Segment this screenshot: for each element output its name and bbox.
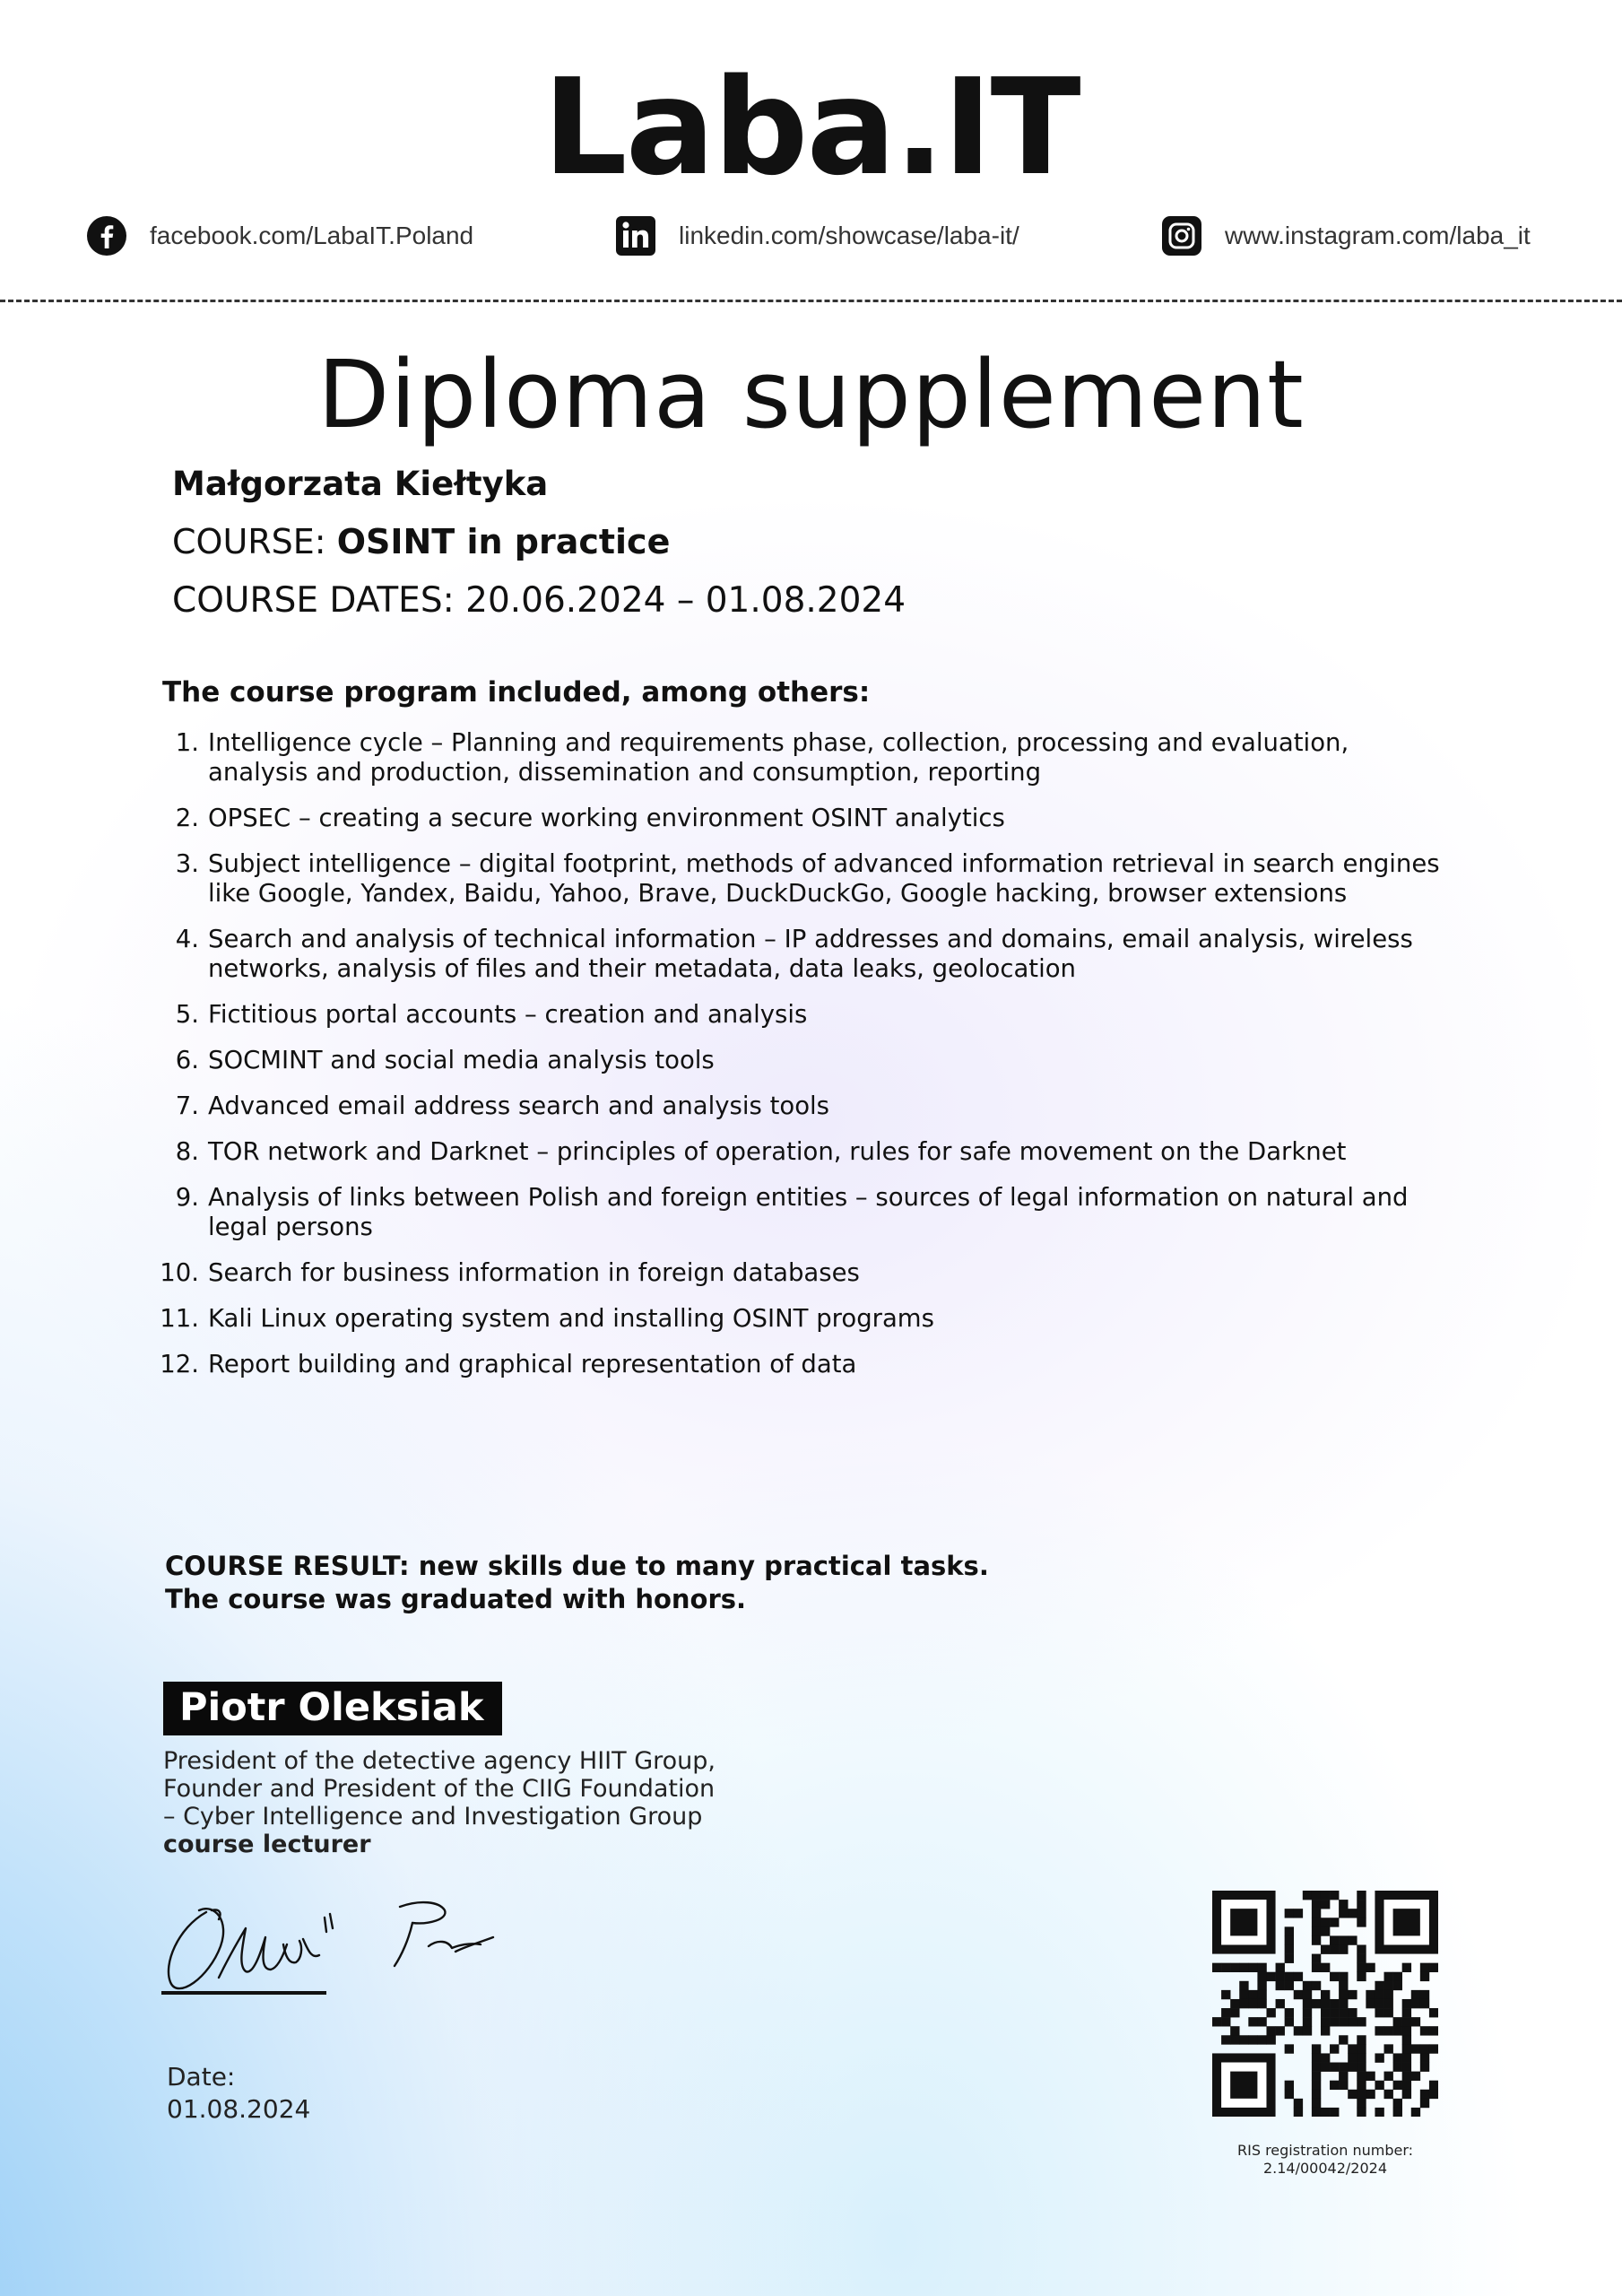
page-title: Diploma supplement [317, 340, 1305, 449]
course-result-line-2: The course was graduated with honors. [165, 1584, 747, 1614]
lecturer-line-3: – Cyber Intelligence and Investigation Group [163, 1803, 703, 1831]
facebook-icon [85, 214, 128, 257]
program-item-text: Analysis of links between Polish and foreign entities – sources of legal information on natural and legal persons [208, 1183, 1409, 1241]
date-label: Date: [167, 2062, 236, 2092]
program-item-number: 2. [175, 804, 199, 832]
program-heading: The course program included, among others: [162, 676, 871, 709]
program-item-number: 9. [175, 1183, 199, 1212]
program-list [143, 728, 1453, 1396]
program-item-text: SOCMINT and social media analysis tools [208, 1046, 715, 1074]
course-label: COURSE: [172, 522, 326, 561]
program-item-number: 3. [175, 849, 199, 878]
course-line [172, 522, 671, 561]
linkedin-icon [614, 214, 657, 257]
program-item-number: 4. [175, 925, 199, 953]
program-item [143, 1000, 1453, 1030]
dashed-divider [0, 300, 1622, 302]
program-item-text: Report building and graphical representation of data [208, 1350, 857, 1378]
program-item [143, 925, 1453, 984]
program-item-number: 5. [175, 1000, 199, 1029]
program-item [143, 1258, 1453, 1288]
lecturer-description [163, 1747, 716, 1858]
lecturer-line-2: Founder and President of the CIIG Foundation [163, 1775, 716, 1803]
linkedin-link[interactable] [614, 213, 1019, 259]
course-result [165, 1550, 989, 1616]
program-item-text: Subject intelligence – digital footprint, methods of advanced information retrieval in search engines like Google, Yandex, Baidu, Yahoo, Brave, DuckDuckGo, Google hacking, browser extensions [208, 849, 1440, 908]
course-dates-value: 20.06.2024 – 01.08.2024 [465, 580, 906, 621]
program-item [143, 1304, 1453, 1334]
program-item [143, 804, 1453, 833]
program-item-number: 12. [160, 1350, 199, 1378]
ris-registration-label: RIS registration number: [1236, 2142, 1414, 2159]
program-item-text: Search for business information in foreign databases [208, 1258, 860, 1287]
course-value: OSINT in practice [336, 522, 671, 561]
program-item-number: 1. [175, 728, 199, 757]
course-dates-line [172, 580, 906, 621]
program-item-text: Search and analysis of technical information – IP addresses and domains, email analysis, wireless networks, analysis of files and their metadata, data leaks, geolocation [208, 925, 1413, 983]
program-item-number: 10. [160, 1258, 199, 1287]
lecturer-name-badge: Piotr Oleksiak [163, 1682, 502, 1735]
program-item-text: OPSEC – creating a secure working environment OSINT analytics [208, 804, 1005, 832]
logo: Laba.IT [542, 50, 1080, 204]
program-item-number: 8. [175, 1137, 199, 1166]
program-item-number: 7. [175, 1091, 199, 1120]
linkedin-link-label: linkedin.com/showcase/laba-it/ [679, 222, 1019, 249]
program-item [143, 1137, 1453, 1167]
ris-registration-number: 2.14/00042/2024 [1262, 2160, 1388, 2177]
program-item-number: 6. [175, 1046, 199, 1074]
program-item [143, 1091, 1453, 1121]
program-item-number: 11. [160, 1304, 199, 1333]
qr-code [1212, 1891, 1438, 2117]
program-item [143, 1350, 1453, 1379]
program-item-text: Advanced email address search and analysis tools [208, 1091, 829, 1120]
date-block [167, 2061, 310, 2126]
program-item [143, 1183, 1453, 1242]
program-item-text: TOR network and Darknet – principles of operation, rules for safe movement on the Darknet [208, 1137, 1347, 1166]
course-dates-label: COURSE DATES: [172, 580, 455, 621]
lecturer-role: course lecturer [163, 1831, 371, 1858]
facebook-link-label: facebook.com/LabaIT.Poland [150, 222, 474, 249]
facebook-link[interactable] [85, 213, 473, 259]
student-name: Małgorzata Kiełtyka [172, 465, 549, 503]
program-item-text: Intelligence cycle – Planning and requirements phase, collection, processing and evaluation, analysis and production, dissemination and consumption, reporting [208, 728, 1349, 787]
program-item [143, 1046, 1453, 1075]
instagram-link-label: www.instagram.com/laba_it [1225, 222, 1531, 249]
program-item [143, 849, 1453, 909]
instagram-link[interactable] [1160, 213, 1531, 259]
instagram-icon [1160, 214, 1203, 257]
ris-registration [1184, 2142, 1467, 2178]
program-item-text: Fictitious portal accounts – creation and analysis [208, 1000, 808, 1029]
lecturer-line-1: President of the detective agency HIIT Group, [163, 1747, 716, 1775]
program-item-text: Kali Linux operating system and installing OSINT programs [208, 1304, 934, 1333]
signature [160, 1892, 554, 2013]
program-item [143, 728, 1453, 787]
course-result-line-1: COURSE RESULT: new skills due to many practical tasks. [165, 1551, 989, 1581]
date-value: 01.08.2024 [167, 2094, 311, 2124]
